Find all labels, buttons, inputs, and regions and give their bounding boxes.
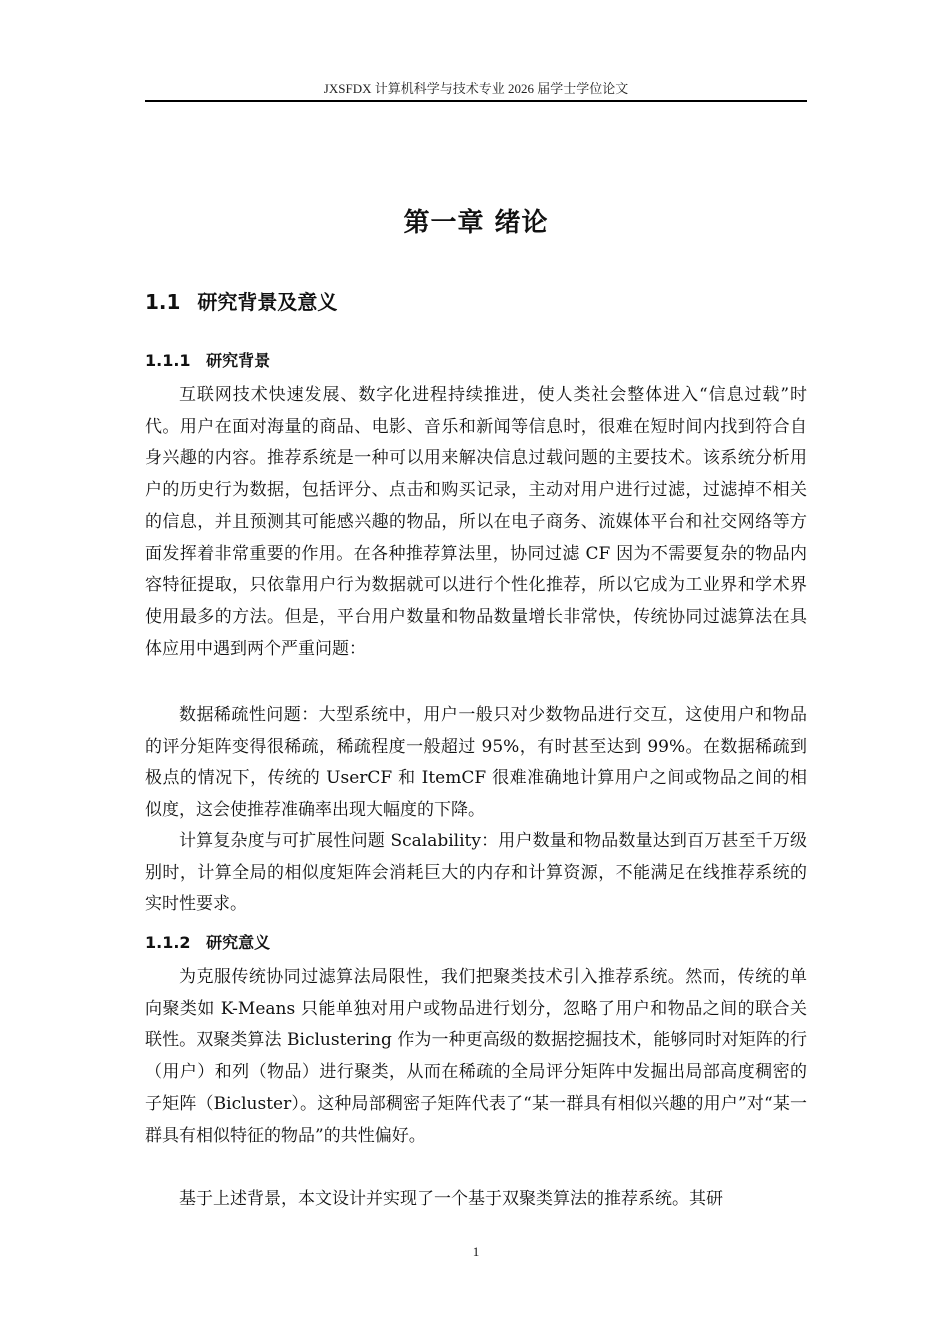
paragraph-sparsity: 数据稀疏性问题：大型系统中，用户一般只对少数物品进行交互，这使用户和物品的评分矩阵变得很稀疏，稀疏程度一般超过 95%，有时甚至达到 99%。在数据稀疏到极点的情况下，传统的 UserCF 和 ItemCF 很难准确地计算用户之间或物品之间的相似度，这会使推荐准确率出现大幅度的下降。 [145,705,807,821]
subsection-heading-1-1-1 [145,348,270,371]
paragraph-scalability: 计算复杂度与可扩展性问题 Scalability：用户数量和物品数量达到百万甚至千万级别时，计算全局的相似度矩阵会消耗巨大的内存和计算资源，不能满足在线推荐系统的实时性要求。 [145,831,807,915]
subsection-heading-1-1-2 [145,930,270,953]
section-title: 研究背景及意义 [197,290,338,314]
running-header: JXSFDX 计算机科学与技术专业 2026 届学士学位论文 [323,81,629,96]
page-number: 1 [472,1244,480,1259]
section-heading-1-1 [145,286,337,315]
paragraph-summary: 基于上述背景，本文设计并实现了一个基于双聚类算法的推荐系统。其研 [179,1189,723,1209]
paragraph-significance: 为克服传统协同过滤算法局限性，我们把聚类技术引入推荐系统。然而，传统的单向聚类如 K-Means 只能单独对用户或物品进行划分，忽略了用户和物品之间的联合关联性。双聚类算法 Biclustering 作为一种更高级的数据挖掘技术，能够同时对矩阵的行（用户）和列（物品）进行聚类，从而在稀疏的全局评分矩阵中发掘出局部高度稠密的子矩阵（Bicluster）。这种局部稠密子矩阵代表了“某一群具有相似兴趣的用户”对“某一群具有相似特征的物品”的共性偏好。 [145,967,807,1146]
subsection-number: 1.1.1 [145,351,191,370]
header-rule [145,100,807,102]
subsection-title: 研究意义 [206,933,271,952]
chapter-title: 第一章 绪论 [403,208,549,238]
paragraph-background: 互联网技术快速发展、数字化进程持续推进，使人类社会整体进入“信息过载”时代。用户在面对海量的商品、电影、音乐和新闻等信息时，很难在短时间内找到符合自身兴趣的内容。推荐系统是一种可以用来解决信息过载问题的主要技术。该系统分析用户的历史行为数据，包括评分、点击和购买记录，主动对用户进行过滤，过滤掉不相关的信息，并且预测其可能感兴趣的物品，所以在电子商务、流媒体平台和社交网络等方面发挥着非常重要的作用。在各种推荐算法里，协同过滤 CF 因为不需要复杂的物品内容特征提取，只依靠用户行为数据就可以进行个性化推荐，所以它成为工业界和学术界使用最多的方法。但是，平台用户数量和物品数量增长非常快，传统协同过滤算法在具体应用中遇到两个严重问题： [145,385,807,659]
subsection-title: 研究背景 [206,351,271,370]
subsection-number: 1.1.2 [145,933,191,952]
section-number: 1.1 [145,290,181,314]
